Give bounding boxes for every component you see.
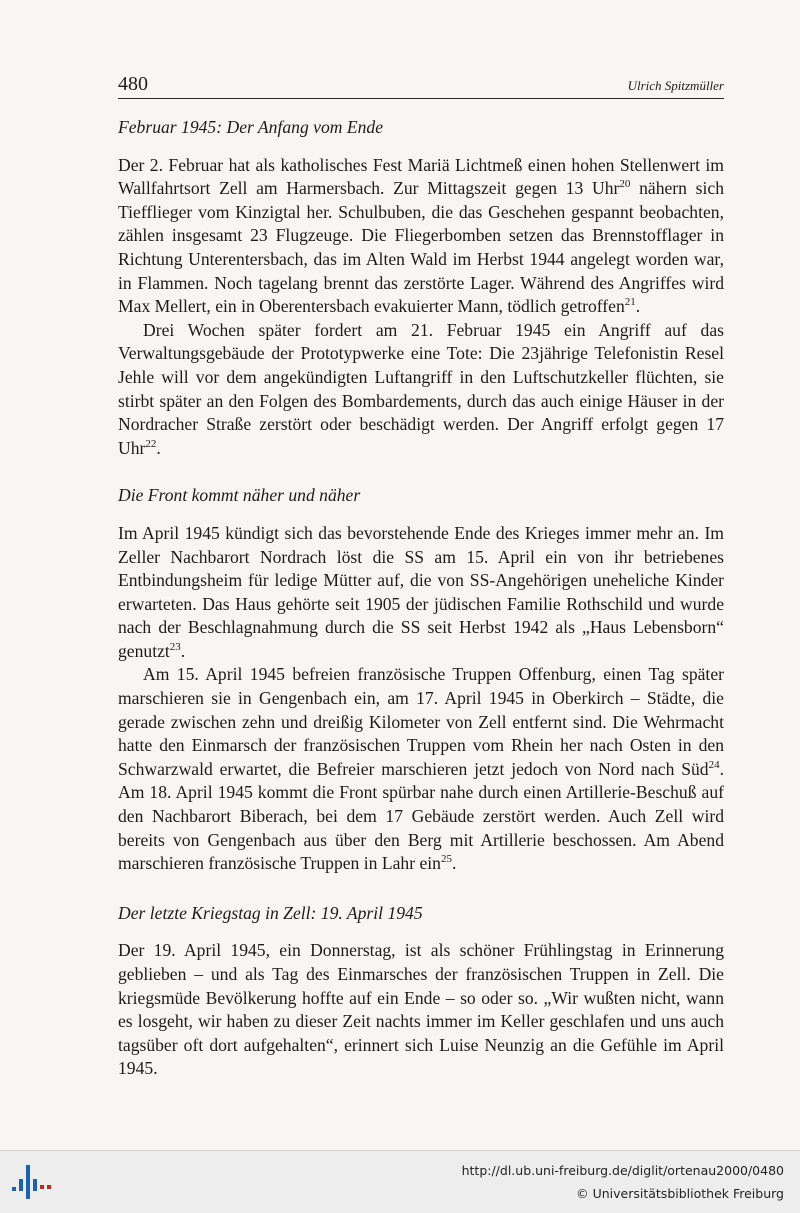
running-head bbox=[118, 72, 724, 99]
permalink-link[interactable]: http://dl.ub.uni-freiburg.de/diglit/ortenau2000/0480 bbox=[461, 1163, 784, 1178]
footnote-ref: 24 bbox=[708, 758, 720, 771]
paragraph: Der 2. Februar hat als katholisches Fest Mariä Lichtmeß einen hohen Stellenwert im Wallfahrtsort Zell am Harmersbach. Zur Mittagszeit gegen 13 Uhr$^{20}$ nähern sich Tiefflieger vom Kinzigtal her. Schulbuben, die das Geschehen gespannt beobachten, zählen insgesamt 23 Flugzeuge. Die Fliegerbomben setzen das Brennstofflager in Richtung Unterentersbach, das im Alten Wald im Herbst 1944 angelegt worden war, in Flammen. Noch tagelang brennt das zerstörte Lager. Während des Angriffes wird Max Mellert, ein in Oberentersbach evakuierter Mann, tödlich getroffen$^{21}$. bbox=[118, 154, 724, 317]
footnote-ref: 22 bbox=[145, 437, 157, 450]
footnote-ref: 23 bbox=[169, 640, 181, 653]
footnote-ref: 20 bbox=[619, 178, 631, 191]
page-number: 480 bbox=[118, 73, 148, 95]
article-body bbox=[118, 116, 724, 1081]
running-author: Ulrich Spitzmüller bbox=[627, 78, 724, 93]
paragraph: Im April 1945 kündigt sich das bevorstehende Ende des Krieges immer mehr an. Im Zeller Nachbarort Nordrach löst die SS am 15. April ein von ihr betriebenes Entbindungsheim für ledige Mütter auf, die von SS-Angehörigen uneheliche Kinder erwarteten. Das Haus gehörte seit 1905 der jüdischen Familie Rothschild und wurde nach der Beschlagnahmung durch die SS seit Herbst 1942 als „Haus Lebensborn“ genutzt$^{23}$. bbox=[118, 522, 724, 661]
copyright-notice: © Universitätsbibliothek Freiburg bbox=[576, 1186, 784, 1201]
library-logo-icon bbox=[12, 1165, 52, 1201]
library-footer bbox=[0, 1150, 800, 1213]
section-heading: Der letzte Kriegstag in Zell: 19. April 1945 bbox=[118, 902, 423, 923]
paragraph: Drei Wochen später fordert am 21. Februar 1945 ein Angriff auf das Verwaltungsgebäude der Prototypwerke eine Tote: Die 23jährige Telefonistin Resel Jehle will vor dem angekündigten Luftangriff in den Luftschutzkeller flüchten, sie stirbt später an den Folgen des Bombardements, durch das auch einige Häuser in der Nordracher Straße zerstört oder beschädigt werden. Der Angriff erfolgt gegen 17 Uhr$^{22}$. bbox=[118, 319, 724, 458]
footnote-ref: 25 bbox=[440, 853, 452, 866]
paragraph: Am 15. April 1945 befreien französische Truppen Offenburg, einen Tag später marschieren sie in Gengenbach ein, am 17. April 1945 in Oberkirch – Städte, die gerade zwischen zehn und dreißig Kilometer von Zell entfernt sind. Die Wehrmacht hatte den Einmarsch der französischen Truppen vom Rhein her nach Osten in den Schwarzwald erwartet, die Befreier marschieren jetzt jedoch von Nord nach Süd$^{24}$. Am 18. April 1945 kommt die Front spürbar nahe durch einen Artillerie-Beschuß auf den Nachbarort Biberach, bei dem 17 Gebäude zerstört werden. Auch Zell wird bereits von Gengenbach aus über den Berg mit Artillerie beschossen. Am Abend marschieren französische Truppen in Lahr ein$^{25}$. bbox=[118, 664, 724, 874]
footnote-ref: 21 bbox=[624, 296, 636, 309]
section-heading: Februar 1945: Der Anfang vom Ende bbox=[118, 117, 384, 137]
paragraph: Der 19. April 1945, ein Donnerstag, ist als schöner Frühlingstag in Erinnerung geblieben – und als Tag des Einmarsches der französischen Truppen in Zell. Die kriegsmüde Bevölkerung hoffte auf ein Ende – so oder so. „Wir wußten nicht, wann es losgeht, wir haben zu dieser Zeit nachts immer im Keller geschlafen und uns auch tagsüber oft dort aufgehalten“, erinnert sich Luise Neunzig an die Gefühle im April 1945. bbox=[118, 940, 724, 1079]
section-heading: Die Front kommt näher und näher bbox=[118, 485, 361, 506]
